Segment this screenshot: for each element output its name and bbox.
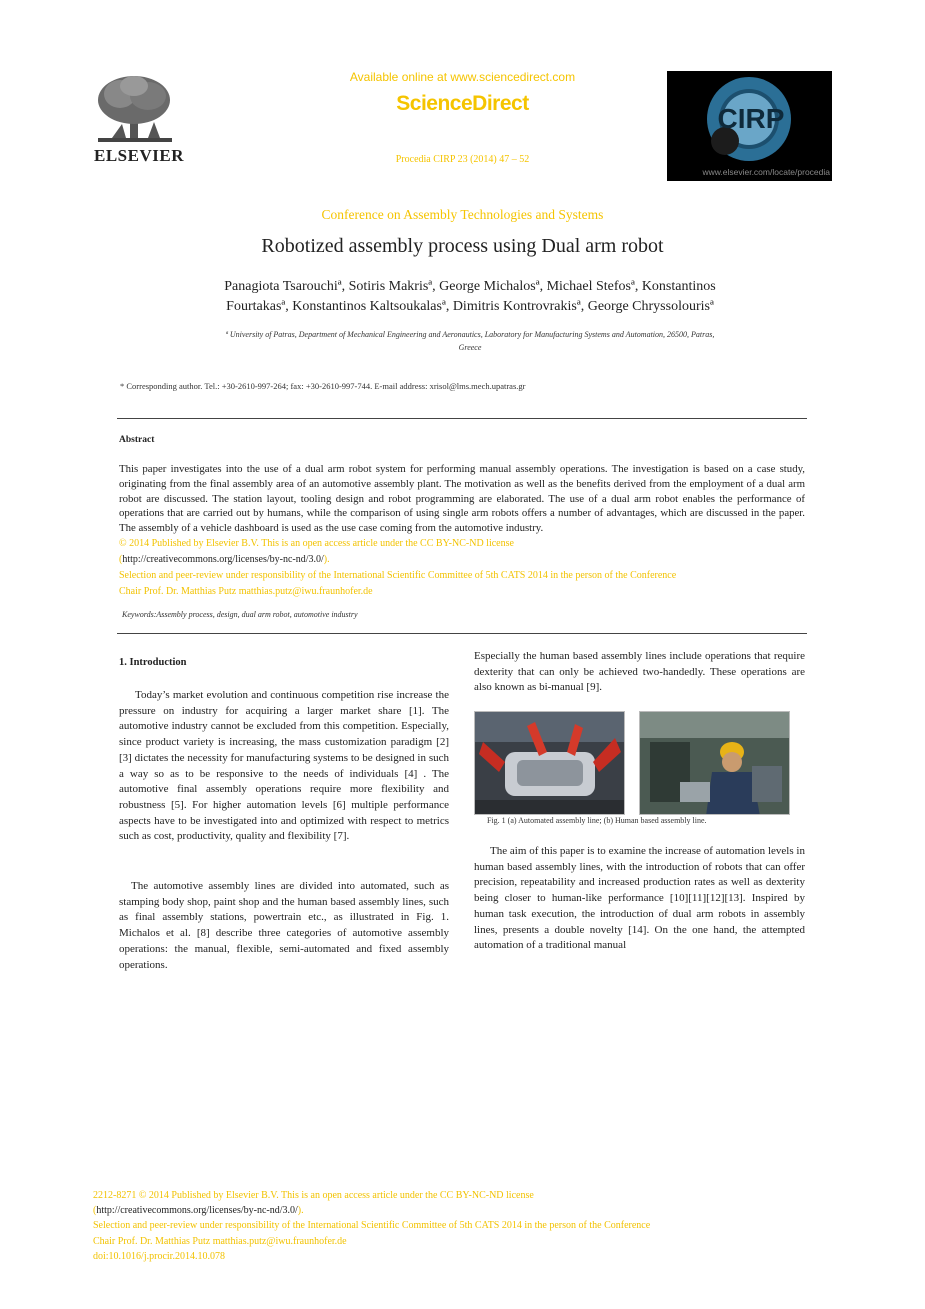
right-paragraph-2: The aim of this paper is to examine the increase of automation levels in human based assembly lines, with the introduction of robots that can offer precision, repeatability and increased production rates as well as dexterity being closer to human-like performance [10][11][12][13]. Inspired by human task execution, the introduction of dual arm robots in assembly lines, presents a double novelty [14]. On the one hand, the attempted automation of a traditional manual xyxy=(474,845,805,952)
divider-top xyxy=(117,418,807,419)
footer-license-open-paren: ( xyxy=(93,1205,97,1217)
affiliation xyxy=(130,328,810,354)
abstract-license-link-line xyxy=(119,552,805,568)
sciencedirect-logo: ScienceDirect xyxy=(396,92,529,115)
keywords: Keywords:Assembly process, design, dual arm robot, automotive industry xyxy=(122,610,358,619)
figure-1a-image xyxy=(474,711,625,815)
intro-paragraph-1: Today’s market evolution and continuous competition rise increase the pressure on industry for acquiring a larger market share [1]. The automotive industry cannot be excluded from this competition. Especially, since product variety is increasing, the mass customization paradigm [2][3] dictates the necessity for manufacturing systems to be designed in such a way so as to be responsive to the needs of individuals [4] . The automotive final assembly operations require more flexibility and robustness [5]. For higher automation levels [6] multiple performance aspects have to be investigated into and optimized with respect to metrics such as cost, productivity, quality and flexibility [7]. xyxy=(119,689,449,843)
authors-line-2: Fourtakasª, Konstantinos Kaltsoukalasª, Dimitris Kontrovrakisª, George Chryssolourisª xyxy=(226,299,714,314)
abstract-review-line-2: Chair Prof. Dr. Matthias Putz matthias.putz@iwu.fraunhofer.de xyxy=(119,585,373,597)
abstract-heading: Abstract xyxy=(119,435,155,445)
license-link[interactable]: http://creativecommons.org/licenses/by-nc-nd/3.0/ xyxy=(122,553,324,565)
figure-1-caption: Fig. 1 (a) Automated assembly line; (b) Human based assembly line. xyxy=(487,816,707,825)
paper-title: Robotized assembly process using Dual arm robot xyxy=(261,235,664,257)
section-heading-introduction: 1. Introduction xyxy=(119,657,187,668)
authors-line-1: Panagiota Tsarouchiª, Sotiris Makrisª, George Michalosª, Michael Stefosª, Konstantinos xyxy=(224,279,716,294)
abstract-text: This paper investigates into the use of a dual arm robot system for performing manual assembly operations. The investigation is based on a case study, originating from the final assembly area of an automotive assembly plant. The motivation as well as the benefits derived from the employment of a dual arm robot are discussed. The station layout, tooling design and robot programming are elaborated. The use of a dual arm robot enables the performance of operations that are carried out by humans, while the comparison of using single arm robots offers a number of advantages, which are discussed in the paper. The assembly of a vehicle dashboard is used as the use case coming from the automotive industry. xyxy=(119,463,805,535)
license-open-paren: ( xyxy=(119,553,123,565)
footer-doi[interactable]: doi:10.1016/j.procir.2014.10.078 xyxy=(93,1250,225,1262)
cirp-logo xyxy=(667,71,832,181)
cirp-logo-text: CIRP xyxy=(717,103,785,134)
intro-paragraph-2: The automotive assembly lines are divided into automated, such as stamping body shop, paint shop and the human based assembly lines, such as final assembly stations, powertrain etc., as illustrated in Fig. 1. Michalos et al. [8] describe three categories of automotive assembly operations: the manual, flexible, semi-automated and fixed assembly operations. xyxy=(119,880,449,971)
conference-name: Conference on Assembly Technologies and Systems xyxy=(321,207,604,222)
footer-license-link[interactable]: http://creativecommons.org/licenses/by-nc-nd/3.0/ xyxy=(96,1205,298,1217)
footer-issn-line: 2212-8271 © 2014 Published by Elsevier B.V. This is an open access article under the CC BY-NC-ND license xyxy=(93,1190,534,1201)
journal-citation: Procedia CIRP 23 (2014) 47 – 52 xyxy=(395,154,530,165)
affiliation-line-2: Greece xyxy=(458,343,482,352)
footer-license-link-line xyxy=(93,1203,793,1218)
figure-1b-image xyxy=(639,711,790,815)
elsevier-wordmark: ELSEVIER xyxy=(94,146,184,165)
abstract-body xyxy=(119,462,805,600)
abstract-license: © 2014 Published by Elsevier B.V. This is an open access article under the CC BY-NC-ND license xyxy=(119,537,514,549)
footer-license-close-paren: ). xyxy=(297,1205,304,1217)
divider-bottom xyxy=(117,633,807,634)
footer-license-block xyxy=(93,1188,793,1264)
abstract-review-line-1: Selection and peer-review under responsibility of the International Scientific Committee of 5th CATS 2014 in the person of the Conference xyxy=(119,569,677,581)
license-close-paren: ). xyxy=(323,553,330,565)
availability-line[interactable]: Available online at www.sciencedirect.com xyxy=(349,70,576,84)
footer-review-line-1: Selection and peer-review under responsibility of the International Scientific Committee of 5th CATS 2014 in the person of the Conference xyxy=(93,1220,651,1232)
affiliation-line-1: ª University of Patras, Department of Mechanical Engineering and Aeronautics, Laboratory for Manufacturing Systems and Automation, 26500, Patras, xyxy=(225,330,715,339)
footer-review-line-2: Chair Prof. Dr. Matthias Putz matthias.putz@iwu.fraunhofer.de xyxy=(93,1235,347,1247)
cirp-url[interactable]: www.elsevier.com/locate/procedia xyxy=(702,167,830,177)
author-list xyxy=(150,277,790,317)
corresponding-author: * Corresponding author. Tel.: +30-2610-997-264; fax: +30-2610-997-744. E-mail address: xrisol@lms.mech.upatras.gr xyxy=(120,381,526,391)
right-paragraph-1: Especially the human based assembly lines include operations that require dexterity that can only be achieved two-handedly. These operations are also known as bi-manual [9]. xyxy=(474,650,805,694)
